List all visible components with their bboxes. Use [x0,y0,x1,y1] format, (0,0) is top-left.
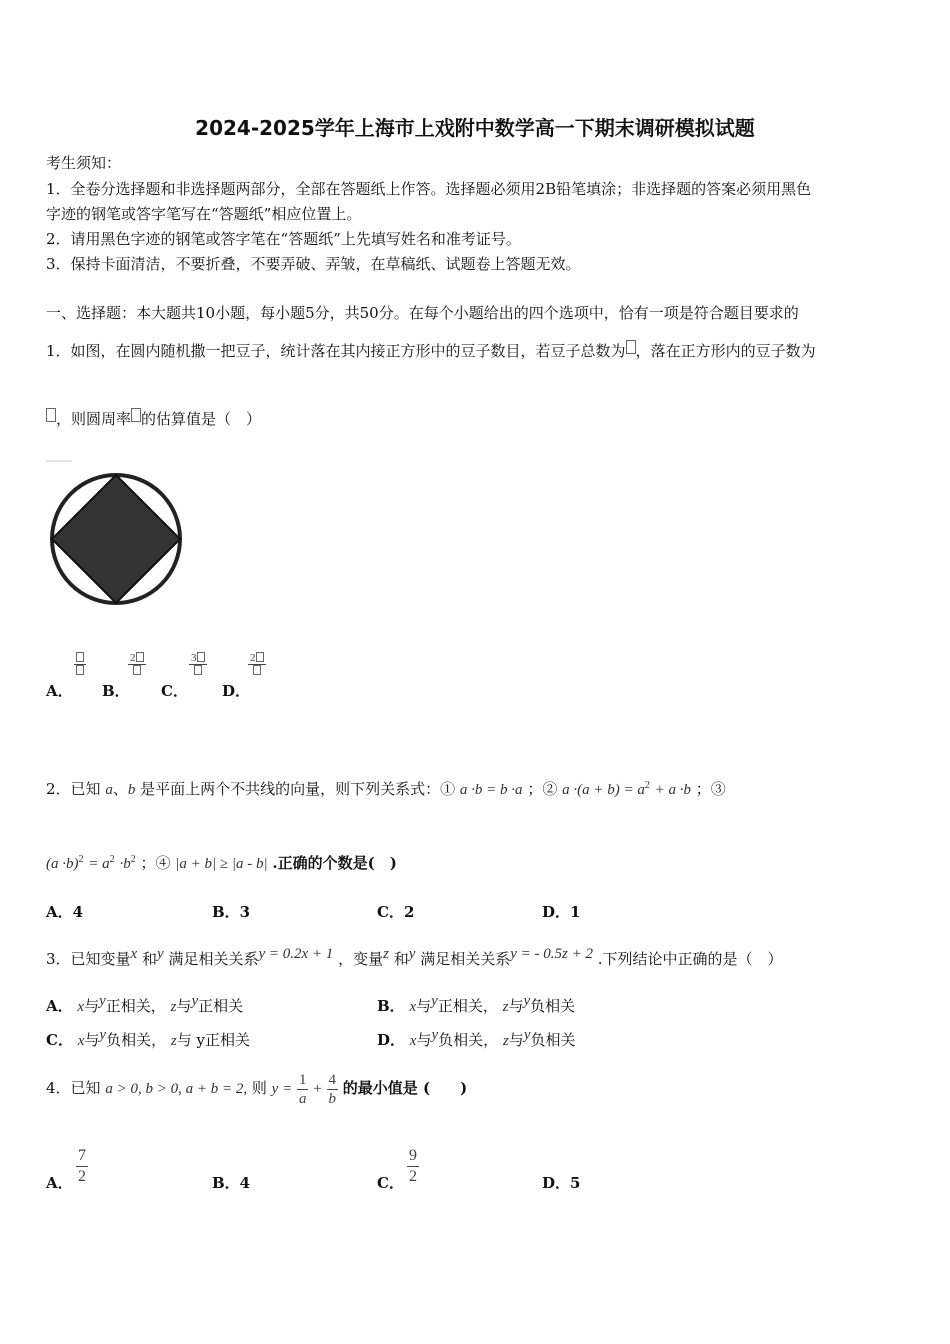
q3-and: 和 [393,950,409,968]
q2-mid1: ；② [527,780,558,798]
q2-option-b[interactable]: B．3 [212,903,251,921]
option-label: A． [46,682,73,700]
q3-lead: 3．已知变量 [46,950,131,968]
opt-text: 负相关， [438,1031,499,1049]
q1-figure-circle-square [44,458,190,614]
option-label: C． [161,682,188,700]
missing-glyph-icon [194,665,202,675]
opt-text: 负相关 [530,1031,576,1049]
var-y: y [157,946,164,962]
fraction [248,652,266,677]
var-y: y [99,1027,107,1043]
vector-b: b [127,782,136,798]
q3-text1: 满足相关关系 [168,950,259,968]
option-label: A． [46,997,73,1015]
q2-lead: 2．已知 [46,780,101,798]
opt-text: 与 [508,1031,524,1049]
frac-num: 3 [191,652,197,664]
q2-expr3a: (a ·b) [46,856,79,872]
var-y: y [523,1027,531,1043]
opt-text: 与 [84,1031,100,1049]
q2-sup: 2 [130,854,136,865]
q3-option-b[interactable] [377,993,575,1016]
q2-mid3: ；④ [140,854,171,872]
q3-text4: .下列结论中正确的是（ ） [597,950,783,968]
var-y: y [191,993,199,1009]
opt-text: 正相关， [437,997,498,1015]
missing-glyph-icon [197,652,205,662]
var-y: y [431,1027,439,1043]
fraction-1-over-a [297,1071,309,1108]
q2-option-d[interactable]: D．1 [542,903,581,921]
q1-line1 [46,340,816,361]
q4-condition: a > 0, b > 0, a + b = 2, [105,1081,248,1097]
q1-text-c: ，则圆周率 [56,410,132,428]
missing-glyph-icon [133,665,141,675]
opt-text: 与 [84,997,100,1015]
var-y: y [431,993,438,1009]
q4-tail: 的最小值是 ( ) [342,1079,468,1097]
fraction-7-over-2 [76,1146,88,1187]
q4-then: 则 [251,1079,267,1097]
q4-lead: 4．已知 [46,1079,101,1097]
q2-expr1: a ·b = b ·a [459,782,523,798]
frac-den: 2 [409,1168,417,1185]
option-label: A． [46,1174,73,1192]
opt-text: 与 [416,1031,432,1049]
q1-text-a: 1．如图，在圆内随机撒一把豆子，统计落在其内接正方形中的豆子数目，若豆子总数为 [46,342,626,360]
missing-glyph-icon [253,665,261,675]
missing-glyph-icon [76,652,84,662]
opt-text: 正相关 [198,997,244,1015]
q4-yeq: y = [271,1081,293,1097]
q2-line2 [46,852,397,873]
q2-option-a[interactable]: A．4 [46,903,84,921]
opt-text: 与 y [176,1031,205,1049]
var-z: z [502,999,509,1015]
option-label: C． [46,1031,73,1049]
q3-and: 和 [142,950,158,968]
q4-option-b[interactable]: B．4 [212,1174,251,1192]
page-title: 2024-2025学年上海市上戏附中数学高一下期末调研模拟试题 [195,116,755,140]
missing-glyph-icon [136,652,144,662]
missing-glyph-icon [626,340,636,354]
q3-text3: 满足相关关系 [420,950,511,968]
frac-num: 2 [130,652,136,664]
section-heading: 一、选择题：本大题共10小题，每小题5分，共50分。在每个小题给出的四个选项中，恰有一项是符合题目要求的 [46,304,799,322]
var-y: y [523,993,531,1009]
q2-expr3c: ·b [119,856,131,872]
frac-den: a [298,1090,307,1107]
frac-num: 2 [250,652,256,664]
q2-sup: 2 [644,780,650,791]
var-x: x [77,1033,85,1049]
opt-text: 与 [416,997,432,1015]
option-label: D． [377,1031,406,1049]
var-z: z [383,946,389,962]
option-label: C． [377,1174,404,1192]
var-x: x [130,946,138,962]
notice-item-2: 2．请用黑色字迹的钢笔或答字笔在“答题纸”上先填写姓名和准考证号。 [46,230,521,248]
q2-sup: 2 [78,854,84,865]
q2-expr3b: = a [88,856,110,872]
q2-expr4: |a + b| ≥ |a - b| [175,856,268,872]
notice-heading: 考生须知： [46,154,122,172]
q4-option-d[interactable]: D．5 [542,1174,581,1192]
q2-tail: .正确的个数是( ) [272,854,397,872]
frac-num: 7 [76,1146,88,1167]
q1-line2 [46,408,261,429]
notice-item-3: 3．保持卡面清洁，不要折叠，不要弄破、弄皱，在草稿纸、试题卷上答题无效。 [46,255,581,273]
var-y: y [408,946,416,962]
q2-sup: 2 [109,854,115,865]
fraction [128,652,146,677]
q2-option-c[interactable]: C．2 [377,903,415,921]
frac-num: 9 [407,1146,419,1167]
q2-sep: 、 [112,780,128,798]
q3-eq2: y = - 0.5z + 2 [510,946,593,962]
fraction-4-over-b [327,1071,339,1108]
q3-option-d[interactable] [377,1027,576,1050]
fraction-9-over-2 [407,1146,419,1187]
q2-line1 [46,778,726,799]
option-label: B． [377,997,405,1015]
var-x: x [409,1033,417,1049]
opt-text: 正相关， [105,997,166,1015]
q2-mid2: ；③ [695,780,726,798]
q2-expr2a: a ·(a + b) = a [562,782,645,798]
var-z: z [502,1033,509,1049]
q1-text-b: ，落在正方形内的豆子数为 [635,342,816,360]
notice-item-1-cont: 字迹的钢笔或答字笔写在“答题纸”相应位置上。 [46,205,362,223]
vector-a: a [105,782,113,798]
fraction [189,652,207,677]
var-z: z [170,999,177,1015]
opt-text: 与 [508,997,524,1015]
opt-text: 与 [176,997,192,1015]
var-z: z [170,1033,177,1049]
frac-num: 1 [298,1071,307,1088]
q2-text1: 是平面上两个不共线的向量，则下列关系式：① [140,780,456,798]
opt-text: 负相关 [530,997,576,1015]
opt-text: 负相关， [106,1031,167,1049]
missing-glyph-icon [76,665,84,675]
q2-expr2b: + a ·b [654,782,692,798]
opt-text: 正相关 [204,1031,250,1049]
q4-stem [46,1066,467,1110]
var-x: x [409,999,417,1015]
missing-glyph-icon [46,408,56,422]
frac-den: b [328,1090,336,1107]
frac-den: 2 [78,1168,86,1185]
fraction [74,652,86,677]
missing-glyph-icon [256,652,264,662]
q3-eq1: y = 0.2x + 1 [258,946,334,962]
q3-option-a[interactable] [46,993,243,1016]
option-label: D． [222,682,251,700]
q3-text2: ，变量 [338,950,384,968]
var-x: x [77,999,85,1015]
missing-glyph-icon [131,408,141,422]
q3-option-c[interactable] [46,1027,250,1050]
q3-stem [46,946,783,969]
var-y: y [99,993,106,1009]
q1-text-d: 的估算值是（ ） [141,410,262,428]
plus-sign: + [313,1081,322,1097]
option-label: B． [102,682,130,700]
frac-num: 4 [328,1071,336,1088]
notice-item-1: 1．全卷分选择题和非选择题两部分，全部在答题纸上作答。选择题必须用2B铅笔填涂；非选择题的答案必须用黑色 [46,180,812,198]
